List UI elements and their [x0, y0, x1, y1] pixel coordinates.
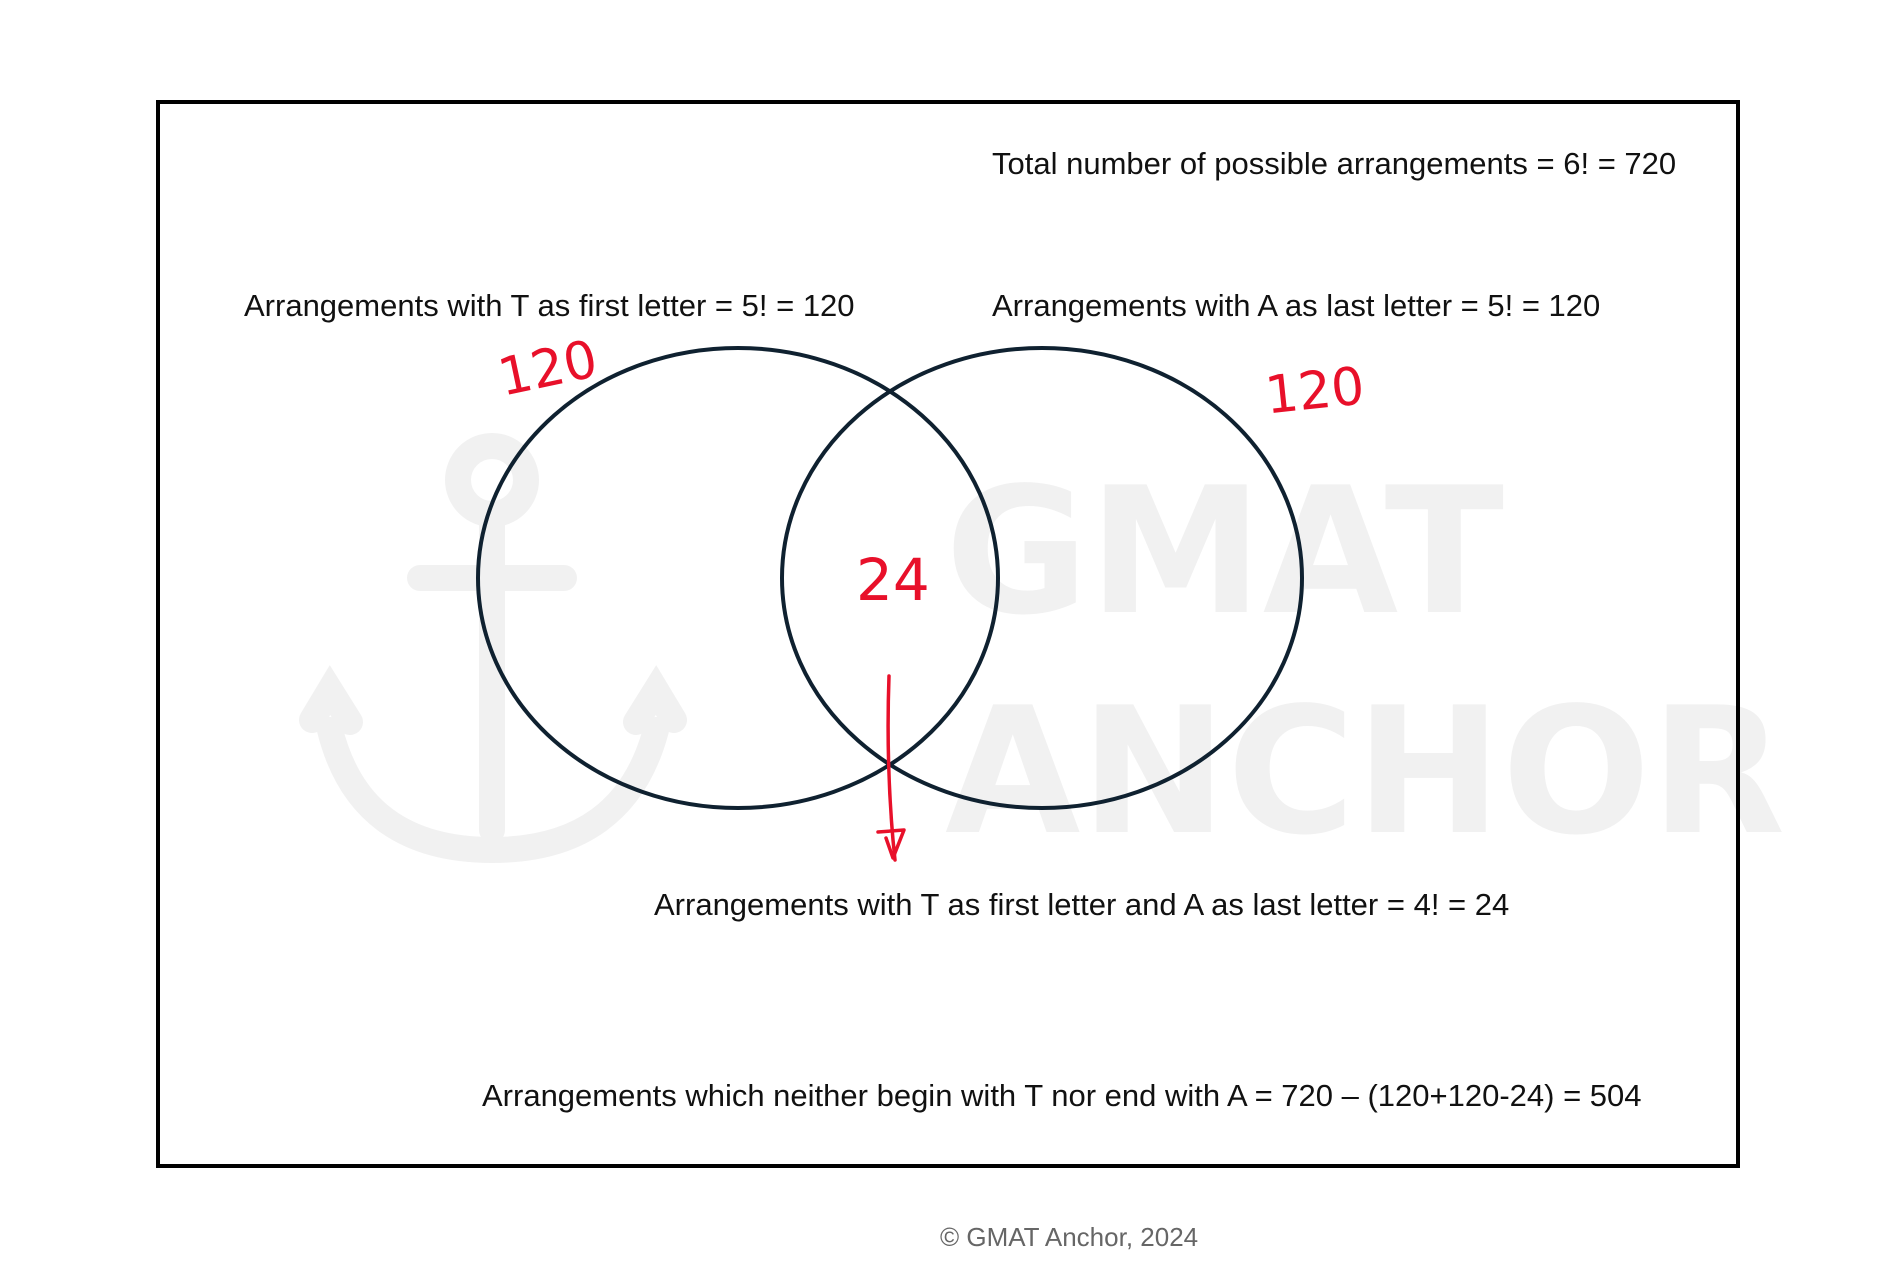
handwritten-left-count: 120 [493, 329, 603, 409]
total-arrangements-label: Total number of possible arrangements = 6! = 720 [992, 146, 1677, 181]
set-t-label: Arrangements with T as first letter = 5! = 120 [244, 288, 855, 323]
handwritten-overlap-count: 24 [856, 546, 930, 614]
watermark-line2: ANCHOR [945, 671, 1786, 874]
watermark-line1: GMAT [945, 451, 1505, 654]
neither-label: Arrangements which neither begin with T nor end with A = 720 – (120+120-24) = 504 [482, 1078, 1642, 1113]
set-a-label: Arrangements with A as last letter = 5! = 120 [992, 288, 1601, 323]
handwritten-right-count: 120 [1262, 356, 1368, 427]
copyright-footer: © GMAT Anchor, 2024 [940, 1222, 1199, 1252]
intersection-label: Arrangements with T as first letter and A as last letter = 4! = 24 [654, 887, 1510, 922]
